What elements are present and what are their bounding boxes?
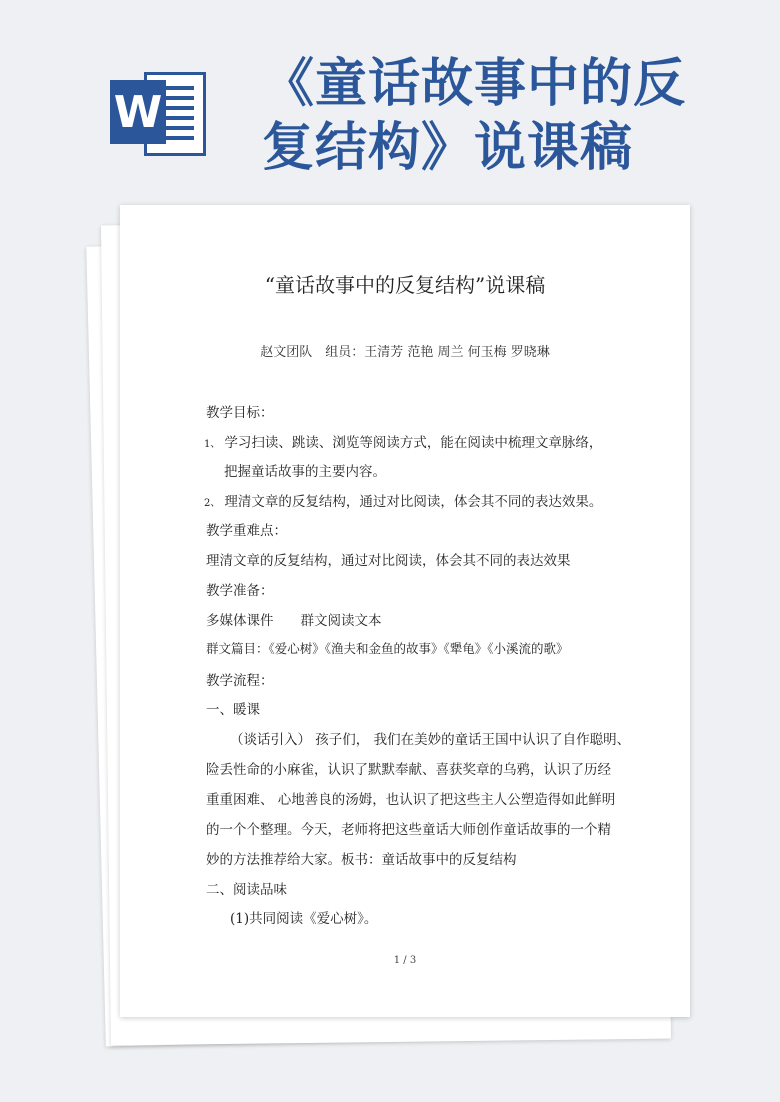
page-number: 1 / 3 — [393, 955, 417, 966]
authors-line: 赵文团队 组员：王清芳 范艳 周兰 何玉梅 罗晓琳 — [260, 345, 550, 360]
goal-2 — [204, 490, 602, 510]
preparation-label: 教学准备： — [206, 583, 274, 599]
paragraph-line-4: 的一个个整理。今天，老师将把这些童话大师创作童话故事的一个精 — [206, 822, 611, 838]
paragraph-line-3: 重重困难、 心地善良的汤姆，也认识了把这些主人公塑造得如此鲜明 — [206, 792, 616, 808]
preparation-text: 多媒体课件 群文阅读文本 — [206, 613, 382, 629]
paragraph-line-5: 妙的方法推荐给大家。板书：童话故事中的反复结构 — [206, 852, 517, 868]
goals-label: 教学目标： — [206, 405, 274, 421]
banner-title-line2: 复结构》说课稿 — [262, 118, 634, 178]
key-points-label: 教学重难点： — [206, 523, 287, 539]
reading-list: 群文篇目：《爱心树》《渔夫和金鱼的故事》《犟龟》《小溪流的歌》 — [206, 641, 569, 656]
goal-1-number: 1、 — [204, 439, 221, 450]
reading-item-1: (1)共同阅读《爱心树》。 — [230, 911, 378, 927]
section-1-heading: 一、暖课 — [206, 702, 260, 718]
key-points-text: 理清文章的反复结构，通过对比阅读，体会其不同的表达效果 — [206, 553, 571, 569]
paragraph-line-1: （谈话引入） 孩子们， 我们在美妙的童话王国中认识了自作聪明、 — [230, 732, 631, 748]
banner — [0, 0, 780, 200]
word-icon — [110, 68, 210, 160]
section-2-heading: 二、阅读品味 — [206, 882, 287, 898]
word-icon-letter: W — [110, 80, 166, 144]
goal-1-text: 学习扫读、跳读、浏览等阅读方式，能在阅读中梳理文章脉络， — [224, 435, 603, 451]
banner-title-line1: 《童话故事中的反 — [262, 54, 687, 114]
goal-1-continued: 把握童话故事的主要内容。 — [224, 464, 386, 480]
document-page — [120, 205, 690, 1017]
flow-label: 教学流程： — [206, 673, 274, 689]
paragraph-line-2: 险丢性命的小麻雀，认识了默默奉献、喜获奖章的乌鸦，认识了历经 — [206, 762, 611, 778]
document-heading: “童话故事中的反复结构”说课稿 — [264, 273, 546, 297]
goal-2-number: 2、 — [204, 498, 221, 509]
banner-title — [262, 52, 762, 180]
goal-1 — [204, 431, 602, 451]
goal-2-text: 理清文章的反复结构，通过对比阅读，体会其不同的表达效果。 — [224, 494, 603, 510]
